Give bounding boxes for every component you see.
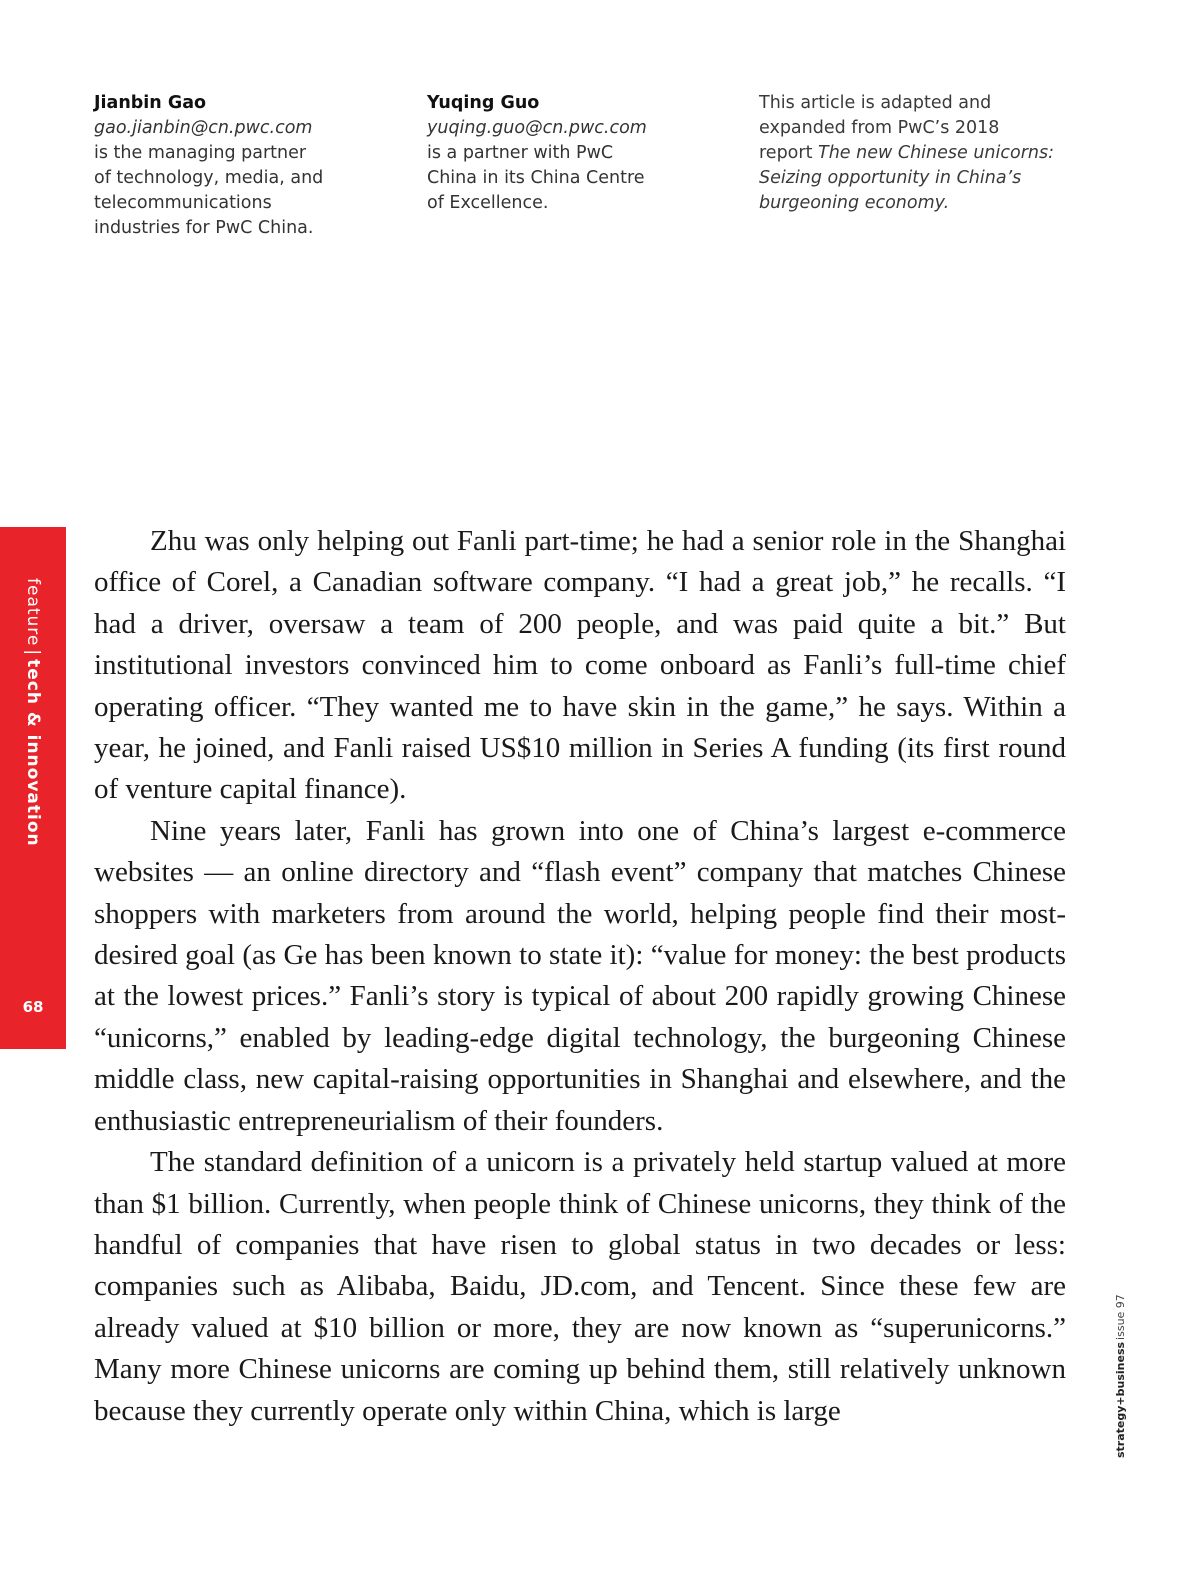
article-paragraph: The standard definition of a unicorn is a privately held startup valued at more than $1 billion. Currently, when people think of Chinese unicorns, they think of the handful of companies that have risen to global status in two decades or less: companies such as Alibaba, Baidu, JD.com, and Tencent. Since these few are already valued at $10 billion or more, they are now known as “superunicorns.” Many more Chinese unicorns are coming up behind them, still relatively unknown because they currently operate only within China, which is large	[94, 1146, 1066, 1427]
author-bio-line: of Excellence.	[427, 193, 549, 213]
report-title: burgeoning economy.	[759, 193, 950, 213]
author-block-gao	[94, 91, 384, 241]
author-block-guo	[427, 91, 717, 216]
author-name: Jianbin Gao	[94, 93, 207, 113]
author-bio-line: industries for PwC China.	[94, 218, 314, 238]
report-title: The new Chinese unicorns:	[818, 143, 1055, 163]
issue-label: issue 97	[1114, 1294, 1127, 1340]
article-paragraph: Nine years later, Fanli has grown into one of China’s largest e-commerce websites — an online directory and “flash event” company that matches Chinese shoppers with marketers from around the world, helping people find their most-desired goal (as Ge has been known to state it): “value for money: the best products at the lowest prices.” Fanli’s story is typical of about 200 rapidly growing Chinese “unicorns,” enabled by leading-edge digital technology, the burgeoning Chinese middle class, new capital-raising opportunities in Shanghai and elsewhere, and the enthusiastic entrepreneurialism of their founders.	[94, 814, 1066, 1137]
author-bio-line: of technology, media, and	[94, 168, 324, 188]
section-name: tech & innovation	[23, 659, 43, 847]
author-bio-line: is a partner with PwC	[427, 143, 614, 163]
source-note-prefix: report	[759, 143, 819, 163]
source-note	[759, 91, 1089, 216]
author-email[interactable]: gao.jianbin@cn.pwc.com	[94, 118, 313, 138]
source-note-line: This article is adapted and	[759, 93, 992, 113]
source-note-line: expanded from PwC’s 2018	[759, 118, 1000, 138]
section-feature-label: feature	[23, 578, 43, 647]
section-separator: |	[23, 649, 43, 657]
article-body	[94, 521, 1066, 1432]
author-bio-line: is the managing partner	[94, 143, 307, 163]
publication-brand: strategy+business	[1114, 1341, 1127, 1458]
author-bio-line: China in its China Centre	[427, 168, 645, 188]
author-email[interactable]: yuqing.guo@cn.pwc.com	[427, 118, 647, 138]
page-number: 68	[22, 998, 44, 1016]
article-paragraph: Zhu was only helping out Fanli part-time; he had a senior role in the Shanghai office of Corel, a Canadian software company. “I had a great job,” he recalls. “I had a driver, oversaw a team of 200 people, and was paid quite a bit.” But institutional investors convinced him to come onboard as Fanli’s full-time chief operating officer. “They wanted me to have skin in the game,” he says. Within a year, he joined, and Fanli raised US$10 million in Series A funding (its first round of venture capital finance).	[94, 525, 1066, 806]
source-note-line	[759, 141, 1089, 166]
report-title: Seizing opportunity in China’s	[759, 168, 1022, 188]
author-bio-line: telecommunications	[94, 193, 272, 213]
author-name: Yuqing Guo	[427, 93, 540, 113]
